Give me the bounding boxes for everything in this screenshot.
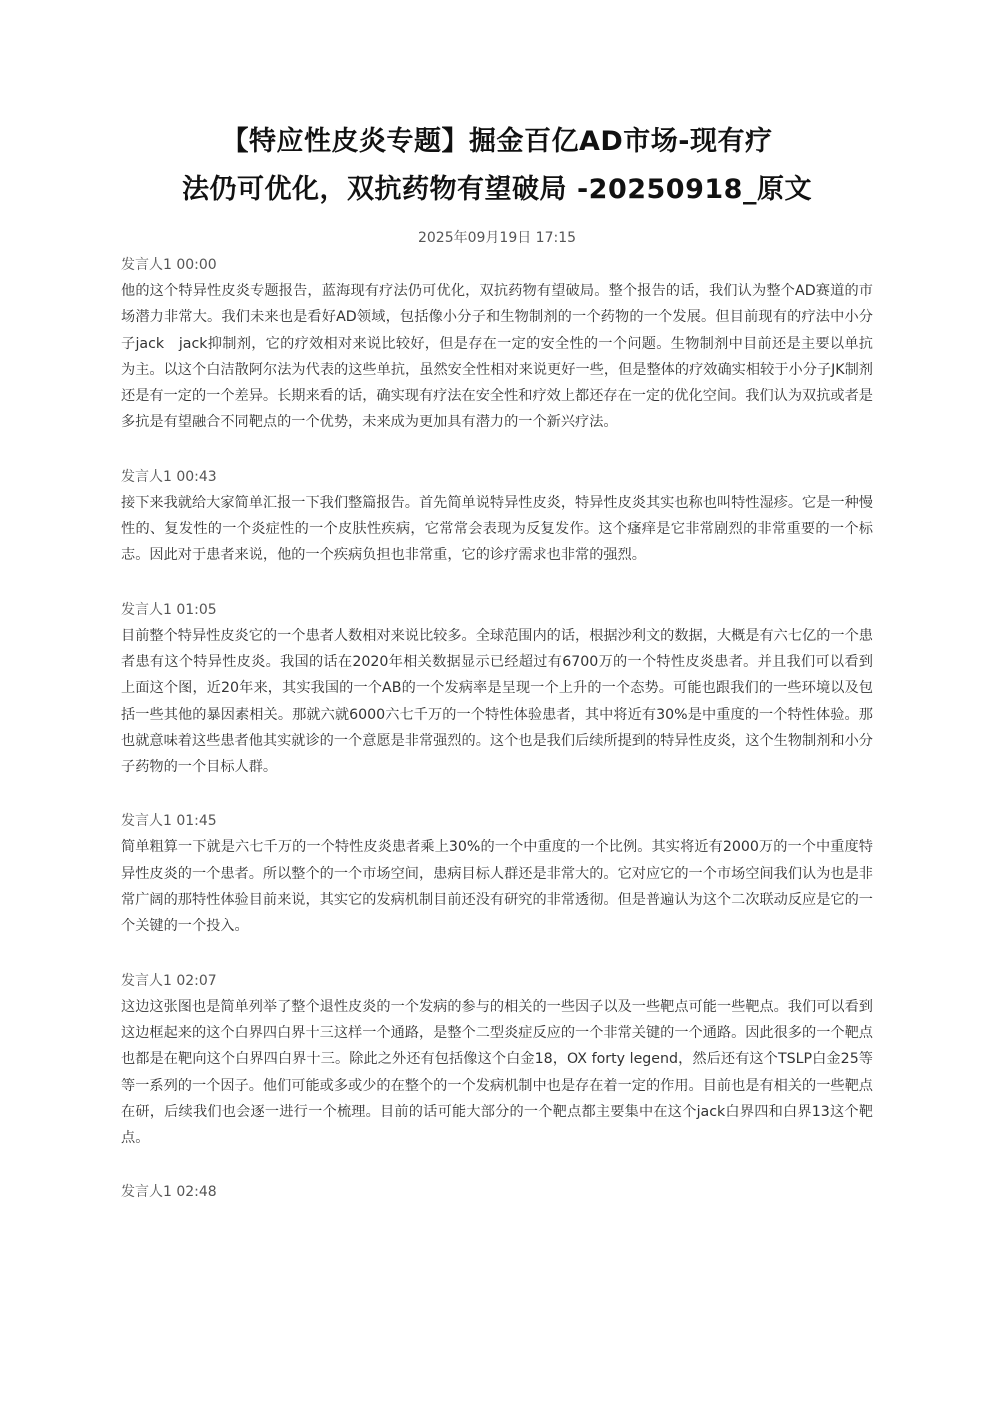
segment-text: 简单粗算一下就是六七千万的一个特性皮炎患者乘上30%的一个中重度的一个比例。其实将近有2000万的一个中重度特异性皮炎的一个患者。所以整个的一个市场空间，患病目标人群还是非常大的。它对应它的一个市场空间我们认为也是非常广阔的那特性体验目前来说，其实它的发病机制目前还没有研究的非常透彻。但是普遍认为这个二次联动反应是它的一个关键的一个投入。: [121, 839, 873, 935]
transcript-segment: [121, 464, 873, 569]
speaker-timestamp: 发言人1 01:45: [121, 813, 217, 830]
transcript-segment: [121, 252, 873, 436]
speaker-timestamp: 发言人1 02:07: [121, 972, 217, 989]
speaker-timestamp: 发言人1 01:05: [121, 601, 217, 618]
transcript-segment: [121, 1179, 873, 1205]
transcript-segment: [121, 968, 873, 1152]
segment-text: 他的这个特异性皮炎专题报告，蓝海现有疗法仍可优化，双抗药物有望破局。整个报告的话，我们认为整个AD赛道的市场潜力非常大。我们未来也是看好AD领域，包括像小分子和生物制剂的一个药物的一个发展。但目前现有的疗法中小分子jack jack抑制剂，它的疗效相对来说比较好，但是存在一定的安全性的一个问题。生物制剂中目前还是主要以单抗为主。以这个白洁散阿尔法为代表的这些单抗，虽然安全性相对来说更好一些，但是整体的疗效确实相较于小分子JK制剂还是有一定的一个差异。长期来看的话，确实现有疗法在安全性和疗效上都还存在一定的优化空间。我们认为双抗或者是多抗是有望融合不同靶点的一个优势，未来成为更加具有潜力的一个新兴疗法。: [121, 283, 873, 431]
segment-text: 接下来我就给大家简单汇报一下我们整篇报告。首先简单说特异性皮炎，特异性皮炎其实也称也叫特性湿疹。它是一种慢性的、复发性的一个炎症性的一个皮肤性疾病，它常常会表现为反复发作。这个瘙痒是它非常剧烈的非常重要的一个标志。因此对于患者来说，他的一个疾病负担也非常重，它的诊疗需求也非常的强烈。: [121, 494, 873, 564]
transcript-segment: [121, 808, 873, 939]
document-title: [121, 118, 873, 214]
segment-text: 这边这张图也是简单列举了整个退性皮炎的一个发病的参与的相关的一些因子以及一些靶点可能一些靶点。我们可以看到这边框起来的这个白界四白界十三这样一个通路，是整个二型炎症反应的一个非常关键的一个通路。因此很多的一个靶点也都是在靶向这个白界四白界十三。除此之外还有包括像这个白金18，OX forty legend，然后还有这个TSLP白金25等等一系列的一个因子。他们可能或多或少的在整个的一个发病机制中也是存在着一定的作用。目前也是有相关的一些靶点在研，后续我们也会逐一进行一个梳理。目前的话可能大部分的一个靶点都主要集中在这个jack白界四和白界13这个靶点。: [121, 998, 873, 1147]
document-date: 2025年09月19日 17:15: [417, 230, 577, 246]
transcript-segment: [121, 597, 873, 781]
segment-text: 目前整个特异性皮炎它的一个患者人数相对来说比较多。全球范围内的话，根据沙利文的数据，大概是有六七亿的一个患者患有这个特异性皮炎。我国的话在2020年相关数据显示已经超过有6700万的一个特性皮炎患者。并且我们可以看到上面这个图，近20年来，其实我国的一个AB的一个发病率是呈现一个上升的一个态势。可能也跟我们的一些环境以及包括一些其他的暴因素相关。那就六就6000六七千万的一个特性体验患者，其中将近有30%是中重度的一个特性体验。那也就意味着这些患者他其实就诊的一个意愿是非常强烈的。这个也是我们后续所提到的特异性皮炎，这个生物制剂和小分子药物的一个目标人群。: [121, 627, 873, 776]
transcript: [121, 252, 873, 1205]
speaker-timestamp: 发言人1 02:48: [121, 1184, 217, 1201]
title-line-2: 法仍可优化，双抗药物有望破局 -20250918_原文: [182, 174, 812, 205]
title-line-1: 【特应性皮炎专题】掘金百亿AD市场-现有疗: [221, 126, 773, 157]
speaker-timestamp: 发言人1 00:43: [121, 468, 217, 485]
speaker-timestamp: 发言人1 00:00: [121, 257, 217, 273]
document-page: [121, 118, 873, 1233]
